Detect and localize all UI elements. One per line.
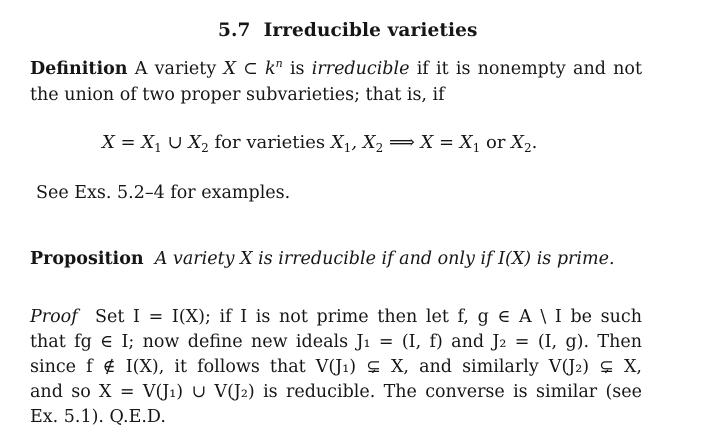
math-x-subset-kn: X ⊂ k <box>223 59 276 79</box>
see-examples-line: See Exs. 5.2–4 for examples. <box>36 183 291 203</box>
math: I(X) <box>498 249 532 269</box>
section-heading <box>218 20 478 42</box>
proof-line-3: since f ∉ I(X), it follows that V(J₁) ⊊ X, and similarly V(J₂) ⊊ X, <box>30 357 642 377</box>
proposition-text: A variety <box>154 249 241 269</box>
display-equation <box>102 132 537 154</box>
equation-text: for varieties <box>208 132 331 153</box>
proposition-text: is prime. <box>531 249 615 269</box>
math: , X <box>351 132 376 153</box>
proposition <box>30 248 615 270</box>
math: X <box>240 249 253 269</box>
definition-text: the union of two proper subvarieties; that is, if <box>30 85 445 105</box>
definition-label: Definition <box>30 59 128 79</box>
math-subscript: 2 <box>201 141 209 155</box>
definition-line-1 <box>30 58 642 80</box>
math: X = X <box>102 132 155 153</box>
equation-text: or <box>480 132 512 153</box>
math-subscript: 1 <box>472 141 481 155</box>
proposition-text: is irreducible if and only if <box>252 249 499 269</box>
definition-line-2 <box>30 84 642 106</box>
math-subscript: 2 <box>523 141 532 155</box>
proof-line-5: Ex. 5.1). Q.E.D. <box>30 407 166 427</box>
math: X <box>511 132 524 153</box>
math-subscript: 1 <box>154 141 162 155</box>
math: X = X <box>420 132 473 153</box>
implies-symbol: ⟹ <box>383 132 421 153</box>
section-title: Irreducible varieties <box>263 20 478 41</box>
definition-text: is <box>282 59 312 79</box>
definition-text: A variety <box>134 59 224 79</box>
proof-text: Set I = I(X); if I is not prime then let f, g ∈ A \ I be such <box>95 307 642 327</box>
proof-line-1 <box>30 306 642 328</box>
math: X <box>330 132 344 153</box>
defined-term: irreducible <box>311 59 410 79</box>
proof-line-4: and so X = V(J₁) ∪ V(J₂) is reducible. The converse is similar (see <box>30 382 642 402</box>
proof-line-2: that fg ∈ I; now define new ideals J₁ = (I, f) and J₂ = (I, g). Then <box>30 332 642 352</box>
math-subscript: 2 <box>375 141 384 155</box>
definition-text: if it is nonempty and not <box>409 59 642 79</box>
section-number: 5.7 <box>218 20 251 41</box>
proposition-label: Proposition <box>30 249 144 269</box>
math-superscript: n <box>275 57 283 70</box>
math-subscript: 1 <box>343 141 352 155</box>
math: ∪ X <box>161 132 202 153</box>
proof-label: Proof <box>30 307 78 327</box>
equation-text: . <box>531 132 538 153</box>
